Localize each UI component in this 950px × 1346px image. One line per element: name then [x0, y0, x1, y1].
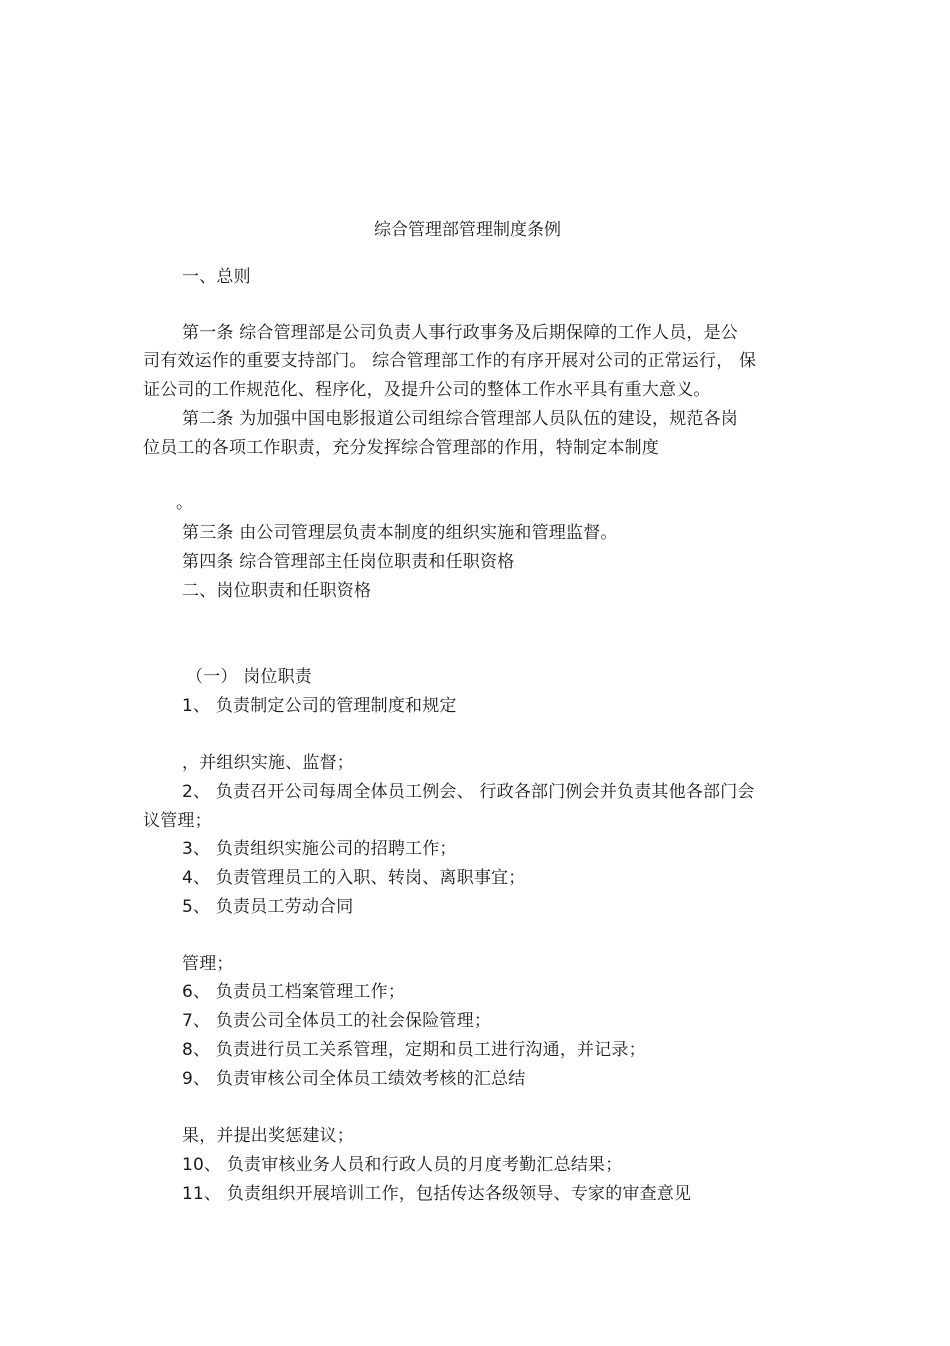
duty-1-line-2: ，并组织实施、监督；	[182, 753, 354, 773]
article-2-line-2: 位员工的各项工作职责，充分发挥综合管理部的作用，特制定本制度	[143, 438, 659, 458]
duty-10: 10、 负责审核业务人员和行政人员的月度考勤汇总结果；	[182, 1155, 623, 1175]
duty-9-line-1: 9、 负责审核公司全体员工绩效考核的汇总结	[182, 1069, 526, 1089]
article-2-line-3: 。	[176, 493, 194, 513]
duty-8: 8、 负责进行员工关系管理，定期和员工进行沟通，并记录；	[182, 1040, 646, 1060]
duty-5-line-1: 5、 负责员工劳动合同	[182, 897, 354, 917]
duty-6: 6、 负责员工档案管理工作；	[182, 982, 406, 1002]
article-3: 第三条 由公司管理层负责本制度的组织实施和管理监督。	[182, 523, 618, 543]
duty-1-line-1: 1、 负责制定公司的管理制度和规定	[182, 696, 457, 716]
section-heading-duties-qualifications: 二、岗位职责和任职资格	[182, 581, 372, 601]
duty-7: 7、 负责公司全体员工的社会保险管理；	[182, 1011, 492, 1031]
duty-2-line-1: 2、 负责召开公司每周全体员工例会、 行政各部门例会并负责其他各部门会	[182, 782, 755, 802]
article-1-line-2: 司有效运作的重要支持部门。 综合管理部工作的有序开展对公司的正常运行， 保	[143, 351, 757, 371]
section-heading-general: 一、总则	[182, 267, 251, 287]
article-1-line-3: 证公司的工作规范化、程序化，及提升公司的整体工作水平具有重大意义。	[143, 380, 711, 400]
duty-11: 11、 负责组织开展培训工作，包括传达各级领导、专家的审查意见	[182, 1184, 692, 1204]
duty-9-line-2: 果，并提出奖惩建议；	[182, 1126, 354, 1146]
article-2-line-1: 第二条 为加强中国电影报道公司组综合管理部人员队伍的建设，规范各岗	[182, 409, 739, 429]
article-1-line-1: 第一条 综合管理部是公司负责人事行政事务及后期保障的工作人员，是公	[182, 323, 739, 343]
document-title: 综合管理部管理制度条例	[374, 220, 561, 240]
article-4: 第四条 综合管理部主任岗位职责和任职资格	[182, 552, 515, 572]
duty-3: 3、 负责组织实施公司的招聘工作；	[182, 839, 457, 859]
duty-5-line-2: 管理；	[182, 954, 234, 974]
duty-2-line-2: 议管理；	[143, 811, 212, 831]
duty-4: 4、 负责管理员工的入职、转岗、离职事宜；	[182, 868, 526, 888]
subsection-heading-duties: （一） 岗位职责	[186, 667, 313, 687]
